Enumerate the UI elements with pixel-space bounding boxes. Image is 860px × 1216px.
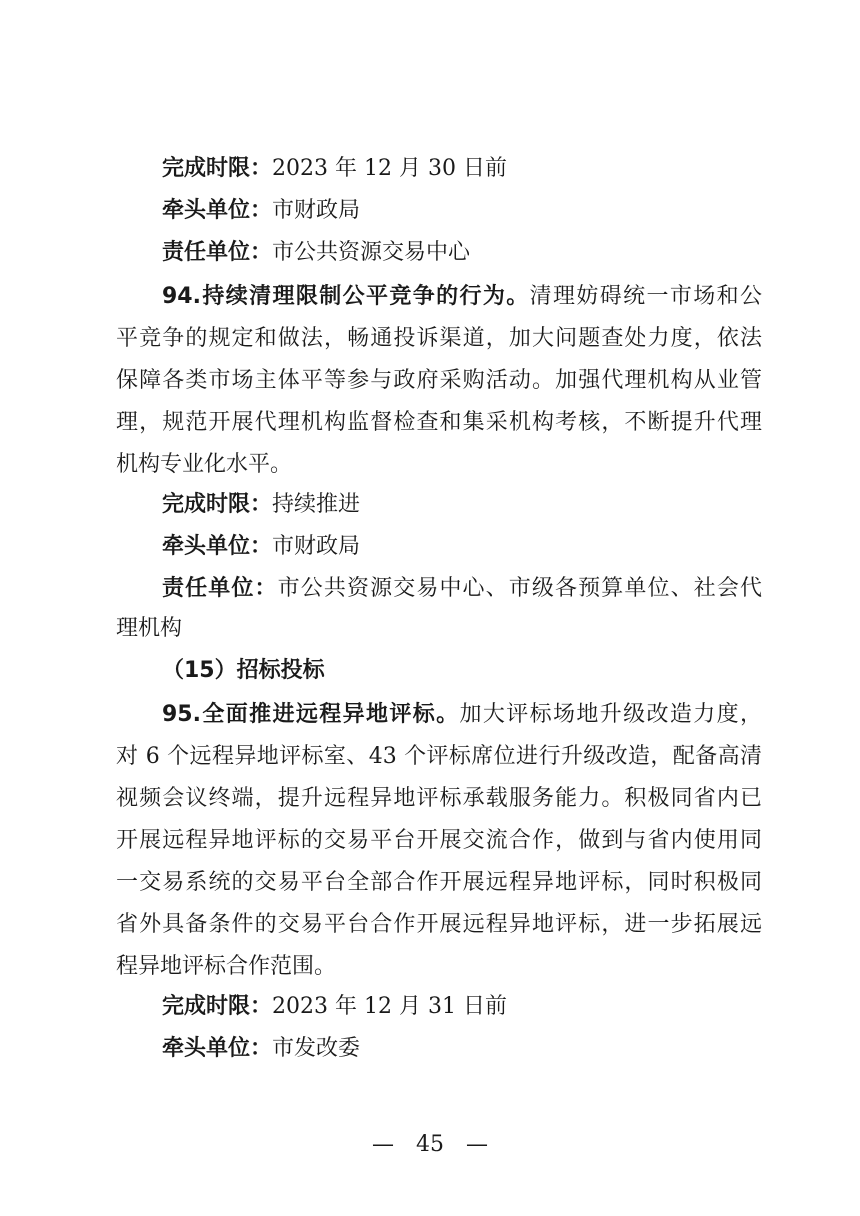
item-95-line-2: 对 6 个远程异地评标室、43 个评标席位进行升级改造，配备高清 [116, 744, 762, 769]
item-95-text: 加大评标场地升级改造力度， [459, 702, 762, 727]
deadline-line [162, 992, 762, 1022]
lead-unit-label: 牵头单位： [162, 1036, 273, 1061]
item-94-line-1 [162, 282, 762, 312]
lead-unit-value: 市财政局 [272, 534, 361, 559]
responsible-unit-label: 责任单位： [162, 576, 278, 601]
deadline-value: 2023 年 12 月 31 日前 [272, 994, 507, 1019]
item-94-line-5: 机构专业化水平。 [116, 452, 293, 477]
deadline-value: 2023 年 12 月 30 日前 [272, 156, 507, 181]
page-number: — 45 — [372, 1132, 488, 1157]
item-95-line-1 [162, 700, 762, 730]
item-94-title: 94.持续清理限制公平竞争的行为。 [162, 284, 530, 309]
item-95-line-6: 省外具备条件的交易平台合作开展远程异地评标，进一步拓展远 [116, 912, 762, 937]
item-94-text: 清理妨碍统一市场和公 [529, 284, 762, 309]
deadline-line [162, 154, 762, 184]
lead-unit-label: 牵头单位： [162, 198, 273, 223]
item-94-line-2: 平竞争的规定和做法，畅通投诉渠道，加大问题查处力度，依法 [116, 326, 762, 351]
responsible-unit-line [162, 238, 762, 268]
lead-unit-label: 牵头单位： [162, 534, 273, 559]
lead-unit-value: 市财政局 [272, 198, 361, 223]
section-heading: （15）招标投标 [162, 658, 325, 683]
deadline-label: 完成时限： [162, 994, 273, 1019]
deadline-line [162, 490, 762, 520]
responsible-unit-value: 市公共资源交易中心、市级各预算单位、社会代 [277, 576, 762, 601]
deadline-label: 完成时限： [162, 492, 273, 517]
deadline-value: 持续推进 [272, 492, 361, 517]
lead-unit-line [162, 532, 762, 562]
lead-unit-line [162, 1034, 762, 1064]
item-94-line-4: 理，规范开展代理机构监督检查和集采机构考核，不断提升代理 [116, 410, 762, 435]
item-95-line-7: 程异地评标合作范围。 [116, 954, 337, 979]
item-95-title: 95.全面推进远程异地评标。 [162, 702, 460, 727]
item-95-line-5: 一交易系统的交易平台全部合作开展远程异地评标，同时积极同 [116, 870, 762, 895]
item-94-line-3: 保障各类市场主体平等参与政府采购活动。加强代理机构从业管 [116, 368, 762, 393]
deadline-label: 完成时限： [162, 156, 273, 181]
responsible-unit-line [162, 574, 762, 604]
item-95-line-4: 开展远程异地评标的交易平台开展交流合作，做到与省内使用同 [116, 828, 762, 853]
responsible-unit-value: 市公共资源交易中心 [272, 240, 471, 265]
responsible-unit-label: 责任单位： [162, 240, 273, 265]
lead-unit-line [162, 196, 762, 226]
lead-unit-value: 市发改委 [272, 1036, 361, 1061]
item-95-line-3: 视频会议终端，提升远程异地评标承载服务能力。积极同省内已 [116, 786, 762, 811]
responsible-unit-continued: 理机构 [116, 616, 183, 641]
